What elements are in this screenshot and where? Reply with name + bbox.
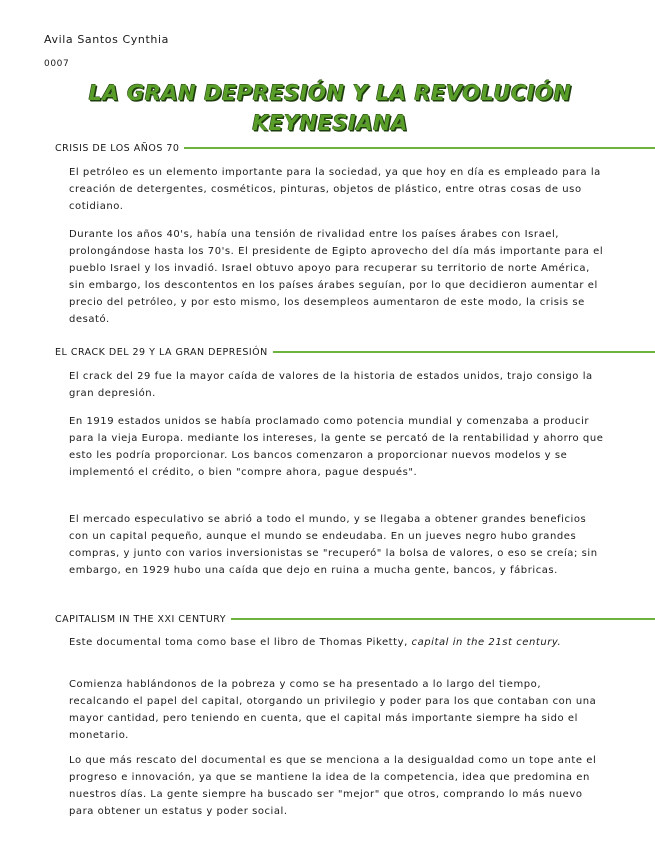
document-title-line-1: LA GRAN DEPRESIÓN Y LA REVOLUCIÓN [88,81,572,105]
section-heading-crisis-70 [55,141,655,155]
paragraph: Durante los años 40's, había una tensión de rivalidad entre los países árabes con Israel, prolongándose hasta los 70's. El presidente de Egipto aprovecho del día más importante para el pueblo Israel y los invadió. Israel obtuvo apoyo para recuperar su territorio de norte América, sin embargo, los descontentos en los países árabes seguían, por lo que decidieron aumentar el precio del petróleo, y por esto mismo, los desempleos aumentaron de este modo, la crisis se desató. [69,229,604,325]
paragraph-intro [69,634,605,651]
section-heading-label: CRISIS DE LOS AÑOS 70 [55,142,180,154]
book-title: capital in the 21st century. [411,637,562,648]
paragraph: El crack del 29 fue la mayor caída de valores de la historia de estados unidos, trajo consigo la gran depresión. [69,371,593,399]
section-divider [184,147,655,149]
section-heading-label: CAPITALISM IN THE XXI CENTURY [55,613,227,625]
intro-text: Este documental toma como base el libro de Thomas Piketty, [69,637,408,648]
author-name: Avila Santos Cynthia [44,33,169,46]
section-heading-crack-29 [55,345,655,359]
paragraph: El mercado especulativo se abrió a todo el mundo, y se llegaba a obtener grandes beneficios con un capital pequeño, aunque el mundo se endeudaba. En un jueves negro hubo grandes compras, y junto con varios inversionistas se "recuperó" la bolsa de valores, o eso se creía; sin embargo, en 1929 hubo una caída que dejo en ruina a mucha gente, bancos, y fábricas. [69,514,598,576]
paragraph: El petróleo es un elemento importante para la sociedad, ya que hoy en día es empleado para la creación de detergentes, cosméticos, pinturas, objetos de plástico, entre otras cosas de uso cotidiano. [69,167,601,212]
paragraph: En 1919 estados unidos se había proclamado como potencia mundial y comenzaba a producir para la vieja Europa. mediante los intereses, la gente se percató de la rentabilidad y ahorro que esto les podría proporcionar. Los bancos comenzaron a proporcionar nuevos modelos y se implementó el crédito, o bien "compre ahora, pague después". [69,416,604,478]
paragraph: Lo que más rescato del documental es que se menciona a la desigualdad como un tope ante el progreso e innovación, ya que se mantiene la idea de la competencia, idea que predomina en nuestros días. La gente siempre ha buscado ser "mejor" que otros, comprando lo más nuevo para obtener un estatus y poder social. [69,755,597,817]
student-code: 0007 [44,59,70,69]
section-divider [231,618,655,620]
section-heading-label: EL CRACK DEL 29 Y LA GRAN DEPRESIÓN [55,346,268,358]
section-heading-capitalism [55,612,655,626]
document-title-line-2: KEYNESIANA [252,111,408,135]
paragraph: Comienza hablándonos de la pobreza y como se ha presentado a lo largo del tiempo, recalcando el papel del capital, otorgando un privilegio y poder para los que contaban con una mayor cantidad, pero teniendo en cuenta, que el capital más importante siempre ha sido el monetario. [69,679,597,741]
section-divider [273,351,655,353]
